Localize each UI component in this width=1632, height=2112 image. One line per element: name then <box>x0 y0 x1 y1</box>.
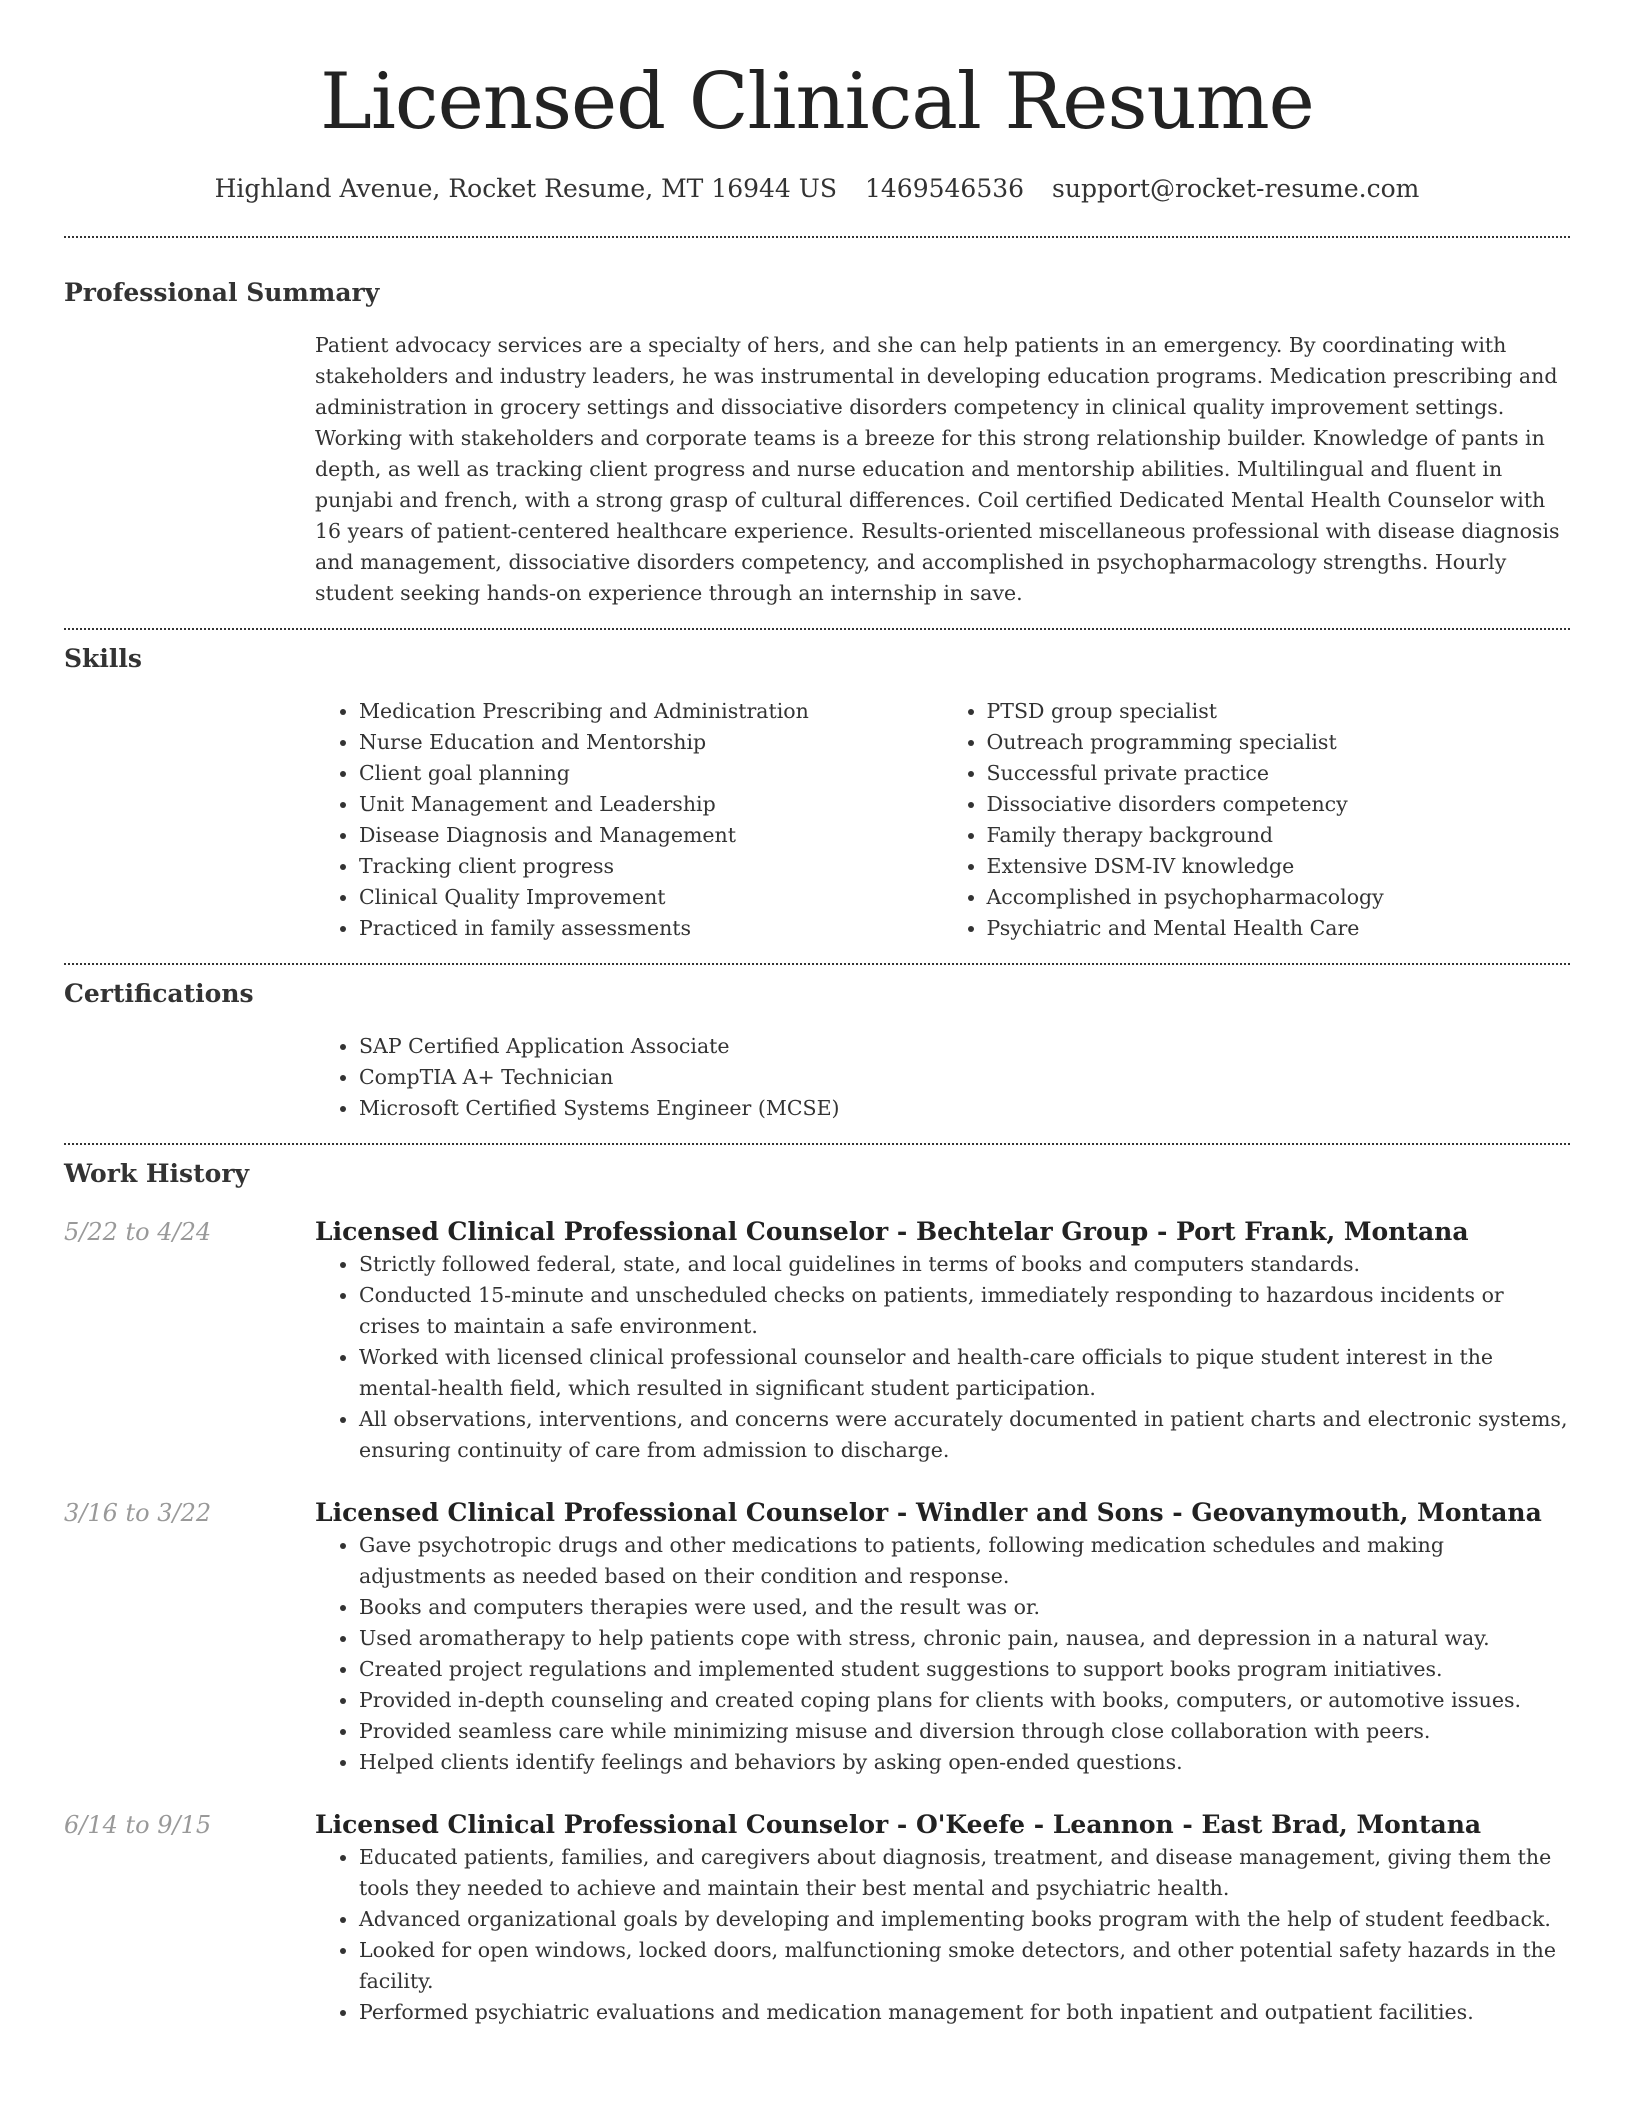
skills-section <box>64 642 1570 944</box>
job-bullet: • Used aromatherapy to help patients cope with stress, chronic pain, nausea, and depression in a natural way. <box>359 1623 1570 1654</box>
skill-item: • Disease Diagnosis and Management <box>359 820 943 851</box>
skill-item: • Accomplished in psychopharmacology <box>987 882 1571 913</box>
divider <box>64 1143 1570 1145</box>
skill-item: • Dissociative disorders competency <box>987 789 1571 820</box>
job-bullet: • Looked for open windows, locked doors, malfunctioning smoke detectors, and other potential safety hazards in the facility. <box>359 1935 1570 1997</box>
job-dates: 6/14 to 9/15 <box>64 1811 212 1839</box>
skill-item: • Outreach programming specialist <box>987 727 1571 758</box>
skill-item: • Client goal planning <box>359 758 943 789</box>
certifications-list <box>315 1031 1570 1124</box>
skill-item: • Psychiatric and Mental Health Care <box>987 913 1571 944</box>
job-bullet: • Provided seamless care while minimizing misuse and diversion through close collaboration with peers. <box>359 1716 1570 1747</box>
job-entry <box>64 1808 1570 2028</box>
job-title: Licensed Clinical Professional Counselor - Bechtelar Group - Port Frank, Montana <box>315 1217 1469 1246</box>
job-bullets <box>315 1530 1570 1778</box>
certifications-heading: Certifications <box>64 979 254 1008</box>
certification-item: • SAP Certified Application Associate <box>359 1031 1570 1062</box>
job-dates: 3/16 to 3/22 <box>64 1499 212 1527</box>
skill-item: • Family therapy background <box>987 820 1571 851</box>
job-bullet: • Books and computers therapies were used, and the result was or. <box>359 1592 1570 1623</box>
job-bullet: • Strictly followed federal, state, and local guidelines in terms of books and computers standards. <box>359 1249 1570 1280</box>
skill-item: • Successful private practice <box>987 758 1571 789</box>
divider <box>64 236 1570 238</box>
contact-line <box>64 172 1570 206</box>
work-history-heading: Work History <box>64 1159 250 1188</box>
contact-phone: 1469546536 <box>864 174 1025 203</box>
contact-address: Highland Avenue, Rocket Resume, MT 16944 US <box>214 174 837 203</box>
certification-item: • CompTIA A+ Technician <box>359 1062 1570 1093</box>
divider <box>64 628 1570 630</box>
skill-item: • PTSD group specialist <box>987 696 1571 727</box>
resume-page <box>64 0 1570 2028</box>
skill-item: • Medication Prescribing and Administration <box>359 696 943 727</box>
job-dates: 5/22 to 4/24 <box>64 1218 212 1246</box>
job-title: Licensed Clinical Professional Counselor - O'Keefe - Leannon - East Brad, Montana <box>315 1810 1482 1839</box>
skill-item: • Extensive DSM-IV knowledge <box>987 851 1571 882</box>
job-bullet: • Gave psychotropic drugs and other medications to patients, following medication schedules and making adjustments as needed based on their condition and response. <box>359 1530 1570 1592</box>
skills-column-left <box>315 696 943 944</box>
job-bullet: • Worked with licensed clinical professional counselor and health-care officials to pique student interest in the mental-health field, which resulted in significant student participation. <box>359 1342 1570 1404</box>
skill-item: • Nurse Education and Mentorship <box>359 727 943 758</box>
skill-item: • Unit Management and Leadership <box>359 789 943 820</box>
job-bullet: • Advanced organizational goals by developing and implementing books program with the help of student feedback. <box>359 1904 1570 1935</box>
summary-heading: Professional Summary <box>64 278 380 307</box>
skill-item: • Clinical Quality Improvement <box>359 882 943 913</box>
job-bullet: • Educated patients, families, and caregivers about diagnosis, treatment, and disease management, giving them the tools they needed to achieve and maintain their best mental and psychiatric health. <box>359 1842 1570 1904</box>
job-entry <box>64 1215 1570 1466</box>
job-bullet: • All observations, interventions, and concerns were accurately documented in patient charts and electronic systems, ensuring continuity of care from admission to discharge. <box>359 1404 1570 1466</box>
work-history-section <box>64 1157 1570 2028</box>
job-title: Licensed Clinical Professional Counselor - Windler and Sons - Geovanymouth, Montana <box>315 1498 1542 1527</box>
certification-item: • Microsoft Certified Systems Engineer (MCSE) <box>359 1093 1570 1124</box>
summary-text: Patient advocacy services are a specialty of hers, and she can help patients in an emergency. By coordinating with stakeholders and industry leaders, he was instrumental in developing education programs. Medication prescribing and administration in grocery settings and dissociative disorders competency in clinical quality improvement settings. Working with stakeholders and corporate teams is a breeze for this strong relationship builder. Knowledge of pants in depth, as well as tracking client progress and nurse education and mentorship abilities. Multilingual and fluent in punjabi and french, with a strong grasp of cultural differences. Coil certified Dedicated Mental Health Counselor with 16 years of patient-centered healthcare experience. Results-oriented miscellaneous professional with disease diagnosis and management, dissociative disorders competency, and accomplished in psychopharmacology strengths. Hourly student seeking hands-on experience through an internship in save. <box>315 333 1560 605</box>
skills-list <box>315 696 1570 944</box>
skills-heading: Skills <box>64 644 142 673</box>
summary-section <box>64 276 1570 609</box>
job-bullets <box>315 1249 1570 1466</box>
job-entry <box>64 1496 1570 1778</box>
contact-email: support@rocket-resume.com <box>1052 174 1420 203</box>
divider <box>64 963 1570 965</box>
job-bullet: • Helped clients identify feelings and behaviors by asking open-ended questions. <box>359 1747 1570 1778</box>
skill-item: • Tracking client progress <box>359 851 943 882</box>
job-bullet: • Provided in-depth counseling and created coping plans for clients with books, computers, or automotive issues. <box>359 1685 1570 1716</box>
job-bullet: • Created project regulations and implemented student suggestions to support books program initiatives. <box>359 1654 1570 1685</box>
skill-item: • Practiced in family assessments <box>359 913 943 944</box>
resume-title: Licensed Clinical Resume <box>320 57 1314 147</box>
skills-column-right <box>943 696 1571 944</box>
job-bullet: • Performed psychiatric evaluations and medication management for both inpatient and outpatient facilities. <box>359 1997 1570 2028</box>
certifications-section <box>64 977 1570 1124</box>
job-bullets <box>315 1842 1570 2028</box>
job-bullet: • Conducted 15-minute and unscheduled checks on patients, immediately responding to hazardous incidents or crises to maintain a safe environment. <box>359 1280 1570 1342</box>
